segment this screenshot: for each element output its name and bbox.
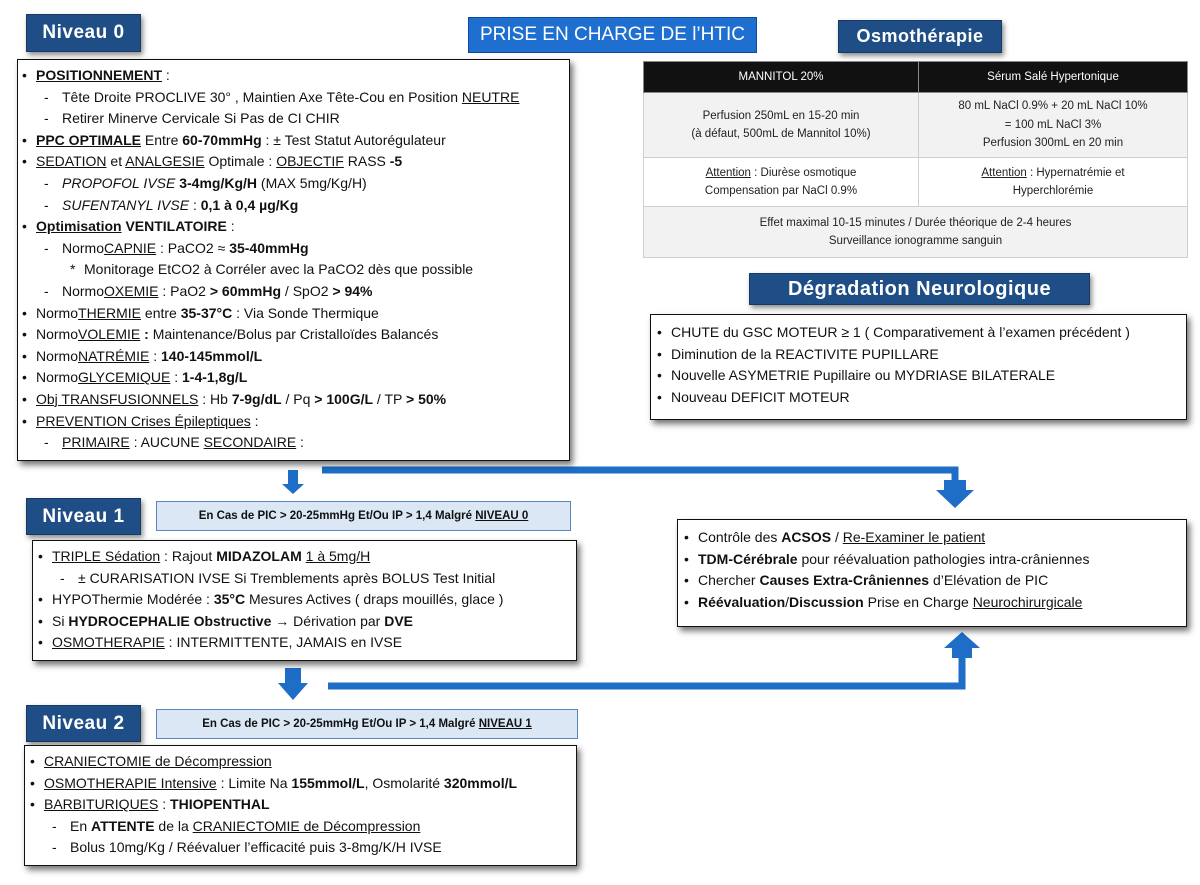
niveau1-condition: En Cas de PIC > 20-25mmHg Et/Ou IP > 1,4 Malgré NIVEAU 0 (156, 501, 571, 531)
action-tdm: • TDM-Cérébrale pour réévaluation pathologies intra-crâniennes (684, 550, 1090, 567)
niveau2-badge: Niveau 2 (26, 705, 141, 742)
osmotherapie-table (643, 61, 1188, 258)
n2-line-osmotherapie: • OSMOTHERAPIE Intensive : Limite Na 155mmol/L, Osmolarité 320mmol/L (30, 774, 518, 791)
n0-line-sufentanyl: - SUFENTANYL IVSE : 0,1 à 0,4 µg/Kg (44, 196, 299, 213)
n0-line-ventilatoire: • Optimisation VENTILATOIRE : (22, 218, 235, 235)
serum-attention: Attention : Hypernatrémie et Hyperchlorémie (919, 158, 1188, 207)
degradation-item: • Nouvelle ASYMETRIE Pupillaire ou MYDRIASE BILATERALE (657, 367, 1056, 384)
n1-line-osmotherapie: • OSMOTHERAPIE : INTERMITTENTE, JAMAIS en IVSE (38, 634, 403, 651)
n0-line-tete: - Tête Droite PROCLIVE 30° , Maintien Axe Tête-Cou en Position NEUTRE (44, 88, 520, 105)
n2-line-barbituriques: • BARBITURIQUES : THIOPENTHAL (30, 796, 270, 813)
n0-line-glycemie: • NormoGLYCEMIQUE : 1-4-1,8g/L (22, 369, 248, 386)
n0-line-ppc: • PPC OPTIMALE Entre 60-70mmHg : ± Test Statut Autorégulateur (22, 131, 446, 148)
n0-line-thermie: • NormoTHERMIE entre 35-37°C : Via Sonde Thermique (22, 304, 379, 321)
degradation-badge: Dégradation Neurologique (749, 273, 1090, 305)
niveau2-condition: En Cas de PIC > 20-25mmHg Et/Ou IP > 1,4 Malgré NIVEAU 1 (156, 709, 578, 739)
niveau2-box (24, 745, 577, 866)
up-arrow-actions (944, 632, 980, 658)
niveau0-badge: Niveau 0 (26, 14, 141, 52)
n0-line-sedation: • SEDATION et ANALGESIE Optimale : OBJECTIF RASS -5 (22, 153, 403, 170)
action-acsos: • Contrôle des ACSOS / Re-Examiner le patient (684, 529, 986, 545)
mannitol-attention: Attention : Diurèse osmotique Compensation par NaCl 0.9% (644, 158, 919, 207)
n0-line-positionnement: • POSITIONNEMENT : (22, 67, 170, 83)
down-arrow-niveau1-to-2 (278, 668, 308, 700)
n2-line-bolus: - Bolus 10mg/Kg / Réévaluer l’efficacité puis 3-8mg/K/H IVSE (52, 839, 442, 856)
n2-line-craniectomie: • CRANIECTOMIE de Décompression (30, 753, 272, 769)
n1-line-curarisation: - ± CURARISATION IVSE Si Tremblements après BOLUS Test Initial (60, 569, 496, 586)
n0-line-propofol: - PROPOFOL IVSE 3-4mg/Kg/H (MAX 5mg/Kg/H) (44, 174, 367, 191)
degradation-box (650, 314, 1187, 420)
niveau1-badge: Niveau 1 (26, 498, 141, 535)
n1-line-hypothermie: • HYPOThermie Modérée : 35°C Mesures Actives ( draps mouillés, glace ) (38, 591, 504, 608)
actions-box (677, 519, 1187, 627)
niveau0-box (17, 59, 570, 461)
n0-line-capnie: - NormoCAPNIE : PaCO2 ≈ 35-40mmHg (44, 239, 309, 256)
n0-line-volemie: • NormoVOLEMIE : Maintenance/Bolus par Cristalloïdes Balancés (22, 326, 439, 343)
effet-maximal: Effet maximal 10-15 minutes / Durée théorique de 2-4 heures Surveillance ionogramme sanguin (644, 207, 1188, 258)
action-reevaluation: • Réévaluation/Discussion Prise en Charge Neurochirurgicale (684, 593, 1083, 610)
niveau1-box (32, 540, 577, 661)
degradation-item: • Nouveau DEFICIT MOTEUR (657, 388, 850, 405)
n1-line-sedation: • TRIPLE Sédation : Rajout MIDAZOLAM 1 à 5mg/H (38, 548, 371, 564)
n0-line-prevention: • PREVENTION Crises Épileptiques : (22, 412, 259, 429)
page-title: PRISE EN CHARGE DE l’HTIC (468, 17, 757, 53)
degradation-item: • CHUTE du GSC MOTEUR ≥ 1 ( Comparativement à l’examen précédent ) (657, 324, 1130, 340)
osmotherapie-badge: Osmothérapie (838, 20, 1002, 53)
connector-to-actions-top (322, 470, 955, 483)
n0-line-minerve: - Retirer Minerve Cervicale Si Pas de CI CHIR (44, 110, 340, 127)
n1-line-hydrocephalie: • Si HYDROCEPHALIE Obstructive → Dérivation par DVE (38, 612, 414, 629)
n0-line-natremie: • NormoNATRÉMIE : 140-145mmol/L (22, 347, 263, 364)
down-arrow-niveau0-to-1 (282, 470, 304, 494)
down-arrow-actions (936, 480, 974, 508)
action-causes: • Chercher Causes Extra-Crâniennes d’Elévation de PIC (684, 572, 1049, 589)
n0-line-primaire: - PRIMAIRE : AUCUNE SECONDAIRE : (44, 434, 304, 451)
mannitol-perfusion: Perfusion 250mL en 15-20 min (à défaut, 500mL de Mannitol 10%) (644, 93, 919, 158)
header-serum-sale: Sérum Salé Hypertonique (919, 62, 1188, 93)
degradation-item: • Diminution de la REACTIVITE PUPILLARE (657, 345, 939, 362)
serum-perfusion: 80 mL NaCl 0.9% + 20 mL NaCl 10% = 100 mL NaCl 3% Perfusion 300mL en 20 min (919, 93, 1188, 158)
header-mannitol: MANNITOL 20% (644, 62, 919, 93)
osmotherapie-table-wrap (643, 61, 1188, 258)
n2-line-attente: - En ATTENTE de la CRANIECTOMIE de Décompression (52, 817, 421, 834)
n0-line-monitorage: * Monitorage EtCO2 à Corréler avec la PaCO2 dès que possible (70, 261, 474, 278)
n0-line-oxemie: - NormoOXEMIE : PaO2 > 60mmHg / SpO2 > 94% (44, 282, 373, 299)
n0-line-transfusion: • Obj TRANSFUSIONNELS : Hb 7-9g/dL / Pq > 100G/L / TP > 50% (22, 390, 447, 407)
